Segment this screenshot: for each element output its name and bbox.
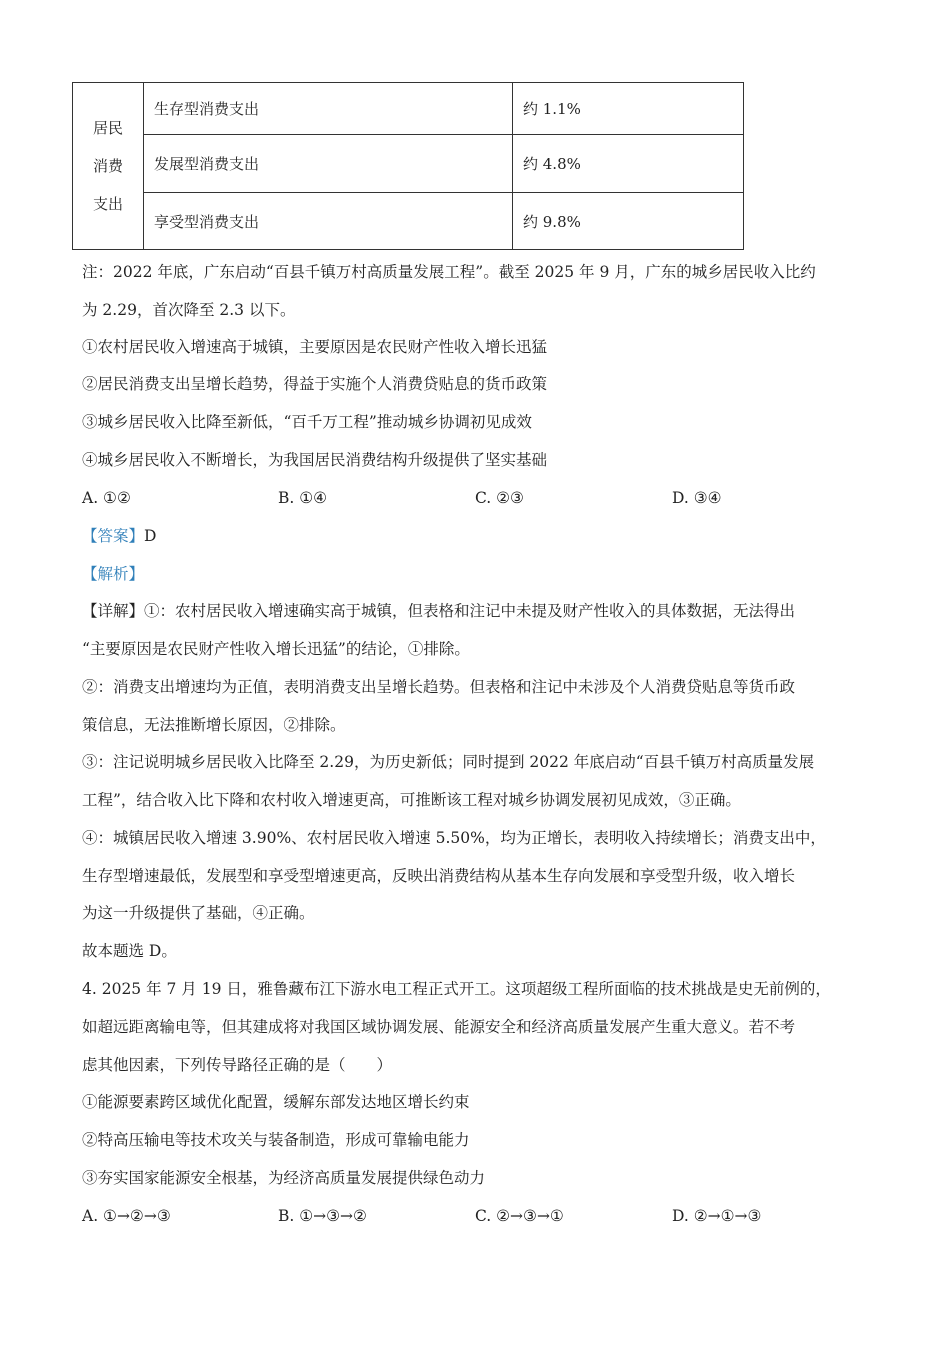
note-line: 注：2022 年底，广东启动“百县千镇万村高质量发展工程”。截至 2025 年 9 月，广东的城乡居民收入比约 [82, 263, 816, 281]
detail-line: ④：城镇居民收入增速 3.90%、农村居民收入增速 5.50%，均为正增长，表明收入持续增长；消费支出中， [82, 829, 826, 847]
note-line: 为 2.29，首次降至 2.3 以下。 [82, 301, 296, 319]
consumption-growth-table [72, 82, 744, 250]
q4-statement: ③夯实国家能源安全根基，为经济高质量发展提供绿色动力 [82, 1169, 486, 1187]
q4-stem-line: 虑其他因素，下列传导路径正确的是（ ） [82, 1056, 393, 1074]
q3-statement: ①农村居民收入增速高于城镇，主要原因是农民财产性收入增长迅猛 [82, 338, 548, 356]
detail-line: ③：注记说明城乡居民收入比降至 2.29，为历史新低；同时提到 2022 年底启动“百县千镇万村高质量发展 [82, 753, 815, 771]
table-cell-value: 约 1.1% [513, 83, 744, 135]
option-d: D. ②→①→③ [672, 1207, 762, 1225]
table-row [73, 193, 744, 250]
detail-line: 策信息，无法推断增长原因，②排除。 [82, 716, 346, 734]
option-c: C. ②→③→① [475, 1207, 564, 1225]
q4-statement: ②特高压输电等技术攻关与装备制造，形成可靠输电能力 [82, 1131, 470, 1149]
q4-statement: ①能源要素跨区域优化配置，缓解东部发达地区增长约束 [82, 1093, 470, 1111]
answer-value: D [144, 527, 157, 545]
detail-line: 生存型增速最低，发展型和享受型增速更高，反映出消费结构从基本生存向发展和享受型升级，收入增长 [82, 867, 796, 885]
table-cell-value: 约 9.8% [513, 193, 744, 250]
row-header-line: 消费 [92, 157, 123, 175]
answer-line [82, 526, 156, 546]
analysis-label: 【解析】 [82, 565, 145, 583]
table-cell-item: 发展型消费支出 [144, 135, 513, 193]
table-row [73, 135, 744, 193]
option-d: D. ③④ [672, 489, 722, 507]
option-b: B. ①→③→② [278, 1207, 367, 1225]
q4-stem-line: 4. 2025 年 7 月 19 日，雅鲁藏布江下游水电工程正式开工。这项超级工程所面临的技术挑战是史无前例的， [82, 980, 831, 998]
conclusion-line: 故本题选 D。 [82, 942, 177, 960]
row-header [73, 83, 144, 250]
answer-label: 【答案】 [82, 527, 145, 545]
q4-stem-line: 如超远距离输电等，但其建成将对我国区域协调发展、能源安全和经济高质量发展产生重大意义。若不考 [82, 1018, 796, 1036]
option-a: A. ①→②→③ [82, 1207, 171, 1225]
detail-label: 【详解】 [82, 602, 145, 620]
table-row [73, 83, 744, 135]
detail-line: “主要原因是农民财产性收入增长迅猛”的结论，①排除。 [82, 640, 470, 658]
analysis-line [82, 564, 144, 584]
table-cell-item: 生存型消费支出 [144, 83, 513, 135]
table-cell-item: 享受型消费支出 [144, 193, 513, 250]
detail-text: ①：农村居民收入增速确实高于城镇，但表格和注记中未提及财产性收入的具体数据，无法得出 [144, 602, 796, 620]
table-cell-value: 约 4.8% [513, 135, 744, 193]
option-a: A. ①② [82, 489, 131, 507]
detail-line: 为这一升级提供了基础，④正确。 [82, 904, 315, 922]
q3-statement: ③城乡居民收入比降至新低，“百千万工程”推动城乡协调初见成效 [82, 413, 532, 431]
row-header-line: 居民 [92, 119, 123, 137]
q3-statement: ④城乡居民收入不断增长，为我国居民消费结构升级提供了坚实基础 [82, 451, 548, 469]
option-b: B. ①④ [278, 489, 328, 507]
q3-statement: ②居民消费支出呈增长趋势，得益于实施个人消费贷贴息的货币政策 [82, 375, 548, 393]
detail-line: ②：消费支出增速均为正值，表明消费支出呈增长趋势。但表格和注记中未涉及个人消费贷贴息等货币政 [82, 678, 796, 696]
row-header-line: 支出 [92, 195, 123, 213]
detail-line [82, 601, 795, 621]
option-c: C. ②③ [475, 489, 524, 507]
detail-line: 工程”，结合收入比下降和农村收入增速更高，可推断该工程对城乡协调发展初见成效，③正确。 [82, 791, 741, 809]
